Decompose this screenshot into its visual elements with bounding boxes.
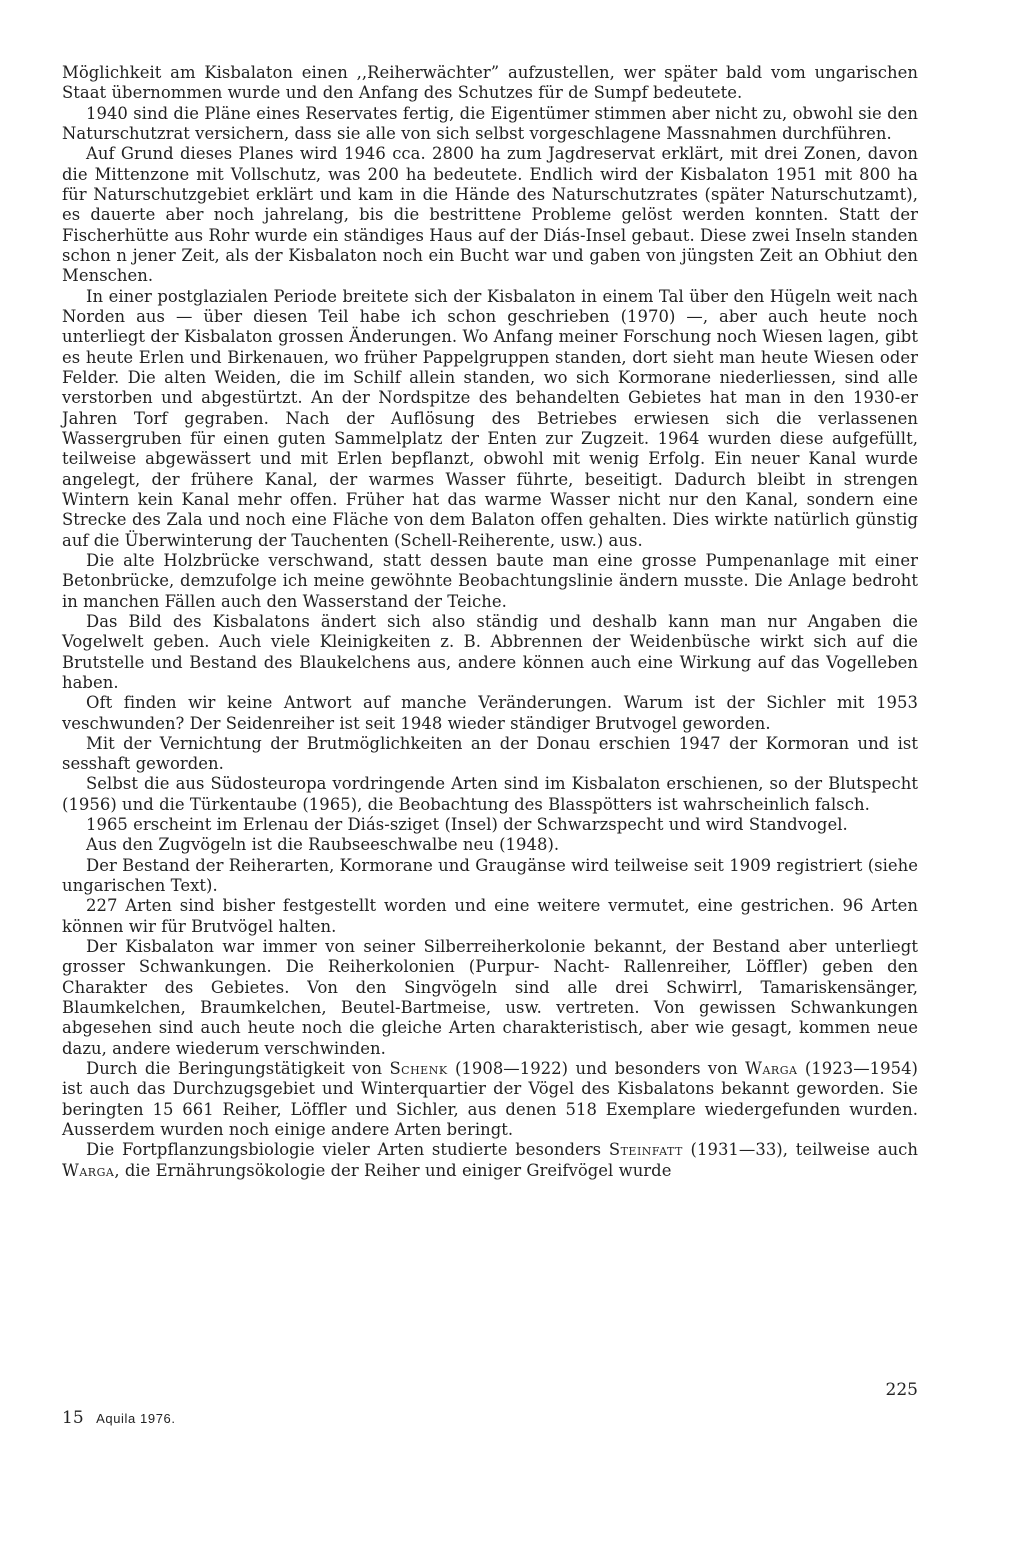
ringing-text-a: Durch die Beringungstätigkeit von bbox=[86, 1059, 390, 1079]
main-text bbox=[62, 63, 918, 1181]
paragraph-13: 227 Arten sind bisher festgestellt worden und eine weitere vermutet, eine gestrichen. 96 Arten können wir für Brutvögel halten. bbox=[62, 896, 918, 936]
ringing-text-c: (1923—1954) ist auch das Durchzugsgebiet und Winterquartier der Vögel des Kisbalatons bekannt geworden. Sie beringten 15 661 Reiher, Löffler und Sichler, aus denen 518 Exemplare wiedergefunden wurden. Ausserdem wurden noch einige andere Arten beringt. bbox=[62, 1059, 918, 1140]
paragraph-1: Möglichkeit am Kisbalaton einen ,,Reiherwächter” aufzustellen, wer später bald vom ungarischen Staat übernommen wurde und den Anfang des Schutzes für de Sumpf bedeutete. bbox=[62, 63, 918, 103]
ringing-text-b: (1908—1922) und besonders von bbox=[447, 1059, 746, 1079]
biology-text-b: (1931—33), teilweise auch bbox=[682, 1140, 919, 1160]
paragraph-8: Mit der Vernichtung der Brutmöglichkeiten an der Donau erschien 1947 der Kormoran und ist sesshaft geworden. bbox=[62, 733, 918, 774]
author-name-warga: Warga bbox=[745, 1059, 798, 1079]
signature-number: 15 bbox=[62, 1408, 84, 1428]
biology-text-a: Die Fortpflanzungsbiologie vieler Arten studierte besonders bbox=[86, 1140, 609, 1160]
paragraph-3: Auf Grund dieses Planes wird 1946 cca. 2800 ha zum Jagdreservat erklärt, mit drei Zonen, davon die Mittenzone mit Vollschutz, was 200 ha bedeutete. Endlich wird der Kisbalaton 1951 mit 800 ha für Naturschutzgebiet erklärt und kam in die Hände des Naturschutzrates (später Naturschutzamt), es dauerte aber noch jahrelang, bis die bestrittene Probleme gelöst werden konnten. Statt der Fischerhütte aus Rohr wurde ein ständiges Haus auf der Diás-Insel gebaut. Diese zwei Inseln standen schon n jener Zeit, als der Kisbalaton noch ein Bucht war und gaben von jüngsten Zeit an Obhiut den Menschen. bbox=[62, 144, 918, 286]
paragraph-4: In einer postglazialen Periode breitete sich der Kisbalaton in einem Tal über den Hügeln weit nach Norden aus — über diesen Teil habe ich schon geschrieben (1970) —, aber auch heute noch unterliegt der Kisbalaton grossen Änderungen. Wo Anfang meiner Forschung noch Wiesen lagen, gibt es heute Erlen und Birkenauen, wo früher Pappelgruppen standen, dort sieht man heute Wiesen oder Felder. Die alten Weiden, die im Schilf allein standen, wo sich Kormorane niederliessen, sind alle verstorben und abgestürtzt. An der Nordspitze des behandelten Gebietes hat man in den 1930-er Jahren Torf gegraben. Nach der Auflösung des Betriebes erwiesen sich die verlassenen Wassergruben für einen guten Sammelplatz der Enten zur Zugzeit. 1964 wurden diese aufgefüllt, teilweise abgewässert und mit Erlen bepflanzt, obwohl mit wenig Erfolg. Ein neuer Kanal wurde angelegt, der frühere Kanal, der warmes Wasser führte, beseitigt. Dadurch bleibt in strengen Wintern kein Kanal mehr offen. Früher hat das warme Wasser nicht nur den Kanal, sondern eine Strecke des Zala und noch eine Fläche von dem Balaton offen gehalten. Dies wirkte natürlich günstig auf die Überwinterung der Tauchenten (Schell-Reiherente, usw.) aus. bbox=[62, 286, 918, 550]
author-name-warga-2: Warga bbox=[62, 1160, 115, 1180]
paragraph-10: 1965 erscheint im Erlenau der Diás-sziget (Insel) der Schwarzspecht und wird Standvogel. bbox=[86, 815, 848, 835]
paragraph-7: Oft finden wir keine Antwort auf manche Veränderungen. Warum ist der Sichler mit 1953 veschwunden? Der Seidenreiher ist seit 1948 wieder ständiger Brutvogel geworden. bbox=[62, 693, 918, 733]
paragraph-breeding-biology bbox=[62, 1140, 918, 1181]
paragraph-2: 1940 sind die Pläne eines Reservates fertig, die Eigentümer stimmen aber nicht zu, obwohl sie den Naturschutzrat versichern, dass sie alle von sich selbst vorgeschlagene Massnahmen durchführen. bbox=[62, 103, 918, 143]
journal-name: Aquila 1976. bbox=[96, 1411, 176, 1426]
page-number: 225 bbox=[885, 1380, 918, 1400]
printer-signature bbox=[62, 1408, 176, 1428]
author-name-schenk: Schenk bbox=[389, 1059, 448, 1079]
paragraph-14: Der Kisbalaton war immer von seiner Silberreiherkolonie bekannt, der Bestand aber unterliegt grosser Schwankungen. Die Reiherkolonien (Purpur- Nacht- Rallenreiher, Löffler) geben den Charakter des Gebietes. Von den Singvögeln sind alle drei Schwirrl, Tamariskensänger, Blaumkelchen, Braumkelchen, Beutel-Bartmeise, usw. vertreten. Von gewissen Schwankungen abgesehen sind auch heute noch die gleiche Arten charakteristisch, aber wie gesagt, kommen neue dazu, andere wiederum verschwinden. bbox=[62, 937, 918, 1058]
paragraph-11: Aus den Zugvögeln ist die Raubseeschwalbe neu (1948). bbox=[86, 835, 560, 855]
page-body bbox=[62, 63, 918, 1493]
paragraph-12: Der Bestand der Reiherarten, Kormorane und Graugänse wird teilweise seit 1909 registriert (siehe ungarischen Text). bbox=[62, 855, 918, 896]
biology-text-c: , die Ernährungsökologie der Reiher und einiger Greifvögel wurde bbox=[114, 1160, 672, 1180]
paragraph-ringing bbox=[62, 1059, 918, 1140]
paragraph-6: Das Bild des Kisbalatons ändert sich also ständig und deshalb kann man nur Angaben die Vogelwelt geben. Auch viele Kleinigkeiten z. B. Abbrennen der Weidenbüsche wirkt sich auf die Brutstelle und Bestand des Blaukelchens aus, andere können auch eine Wirkung auf das Vogelleben haben. bbox=[62, 611, 918, 692]
paragraph-9: Selbst die aus Südosteuropa vordringende Arten sind im Kisbalaton erschienen, so der Blutspecht (1956) und die Türkentaube (1965), die Beobachtung des Blasspötters ist wahrscheinlich falsch. bbox=[62, 774, 918, 814]
paragraph-5: Die alte Holzbrücke verschwand, statt dessen baute man eine grosse Pumpenanlage mit einer Betonbrücke, demzufolge ich meine gewöhnte Beobachtungslinie ändern musste. Die Anlage bedroht in manchen Fällen auch den Wasserstand der Teiche. bbox=[62, 550, 918, 611]
author-name-steinfatt: Steinfatt bbox=[608, 1140, 683, 1160]
